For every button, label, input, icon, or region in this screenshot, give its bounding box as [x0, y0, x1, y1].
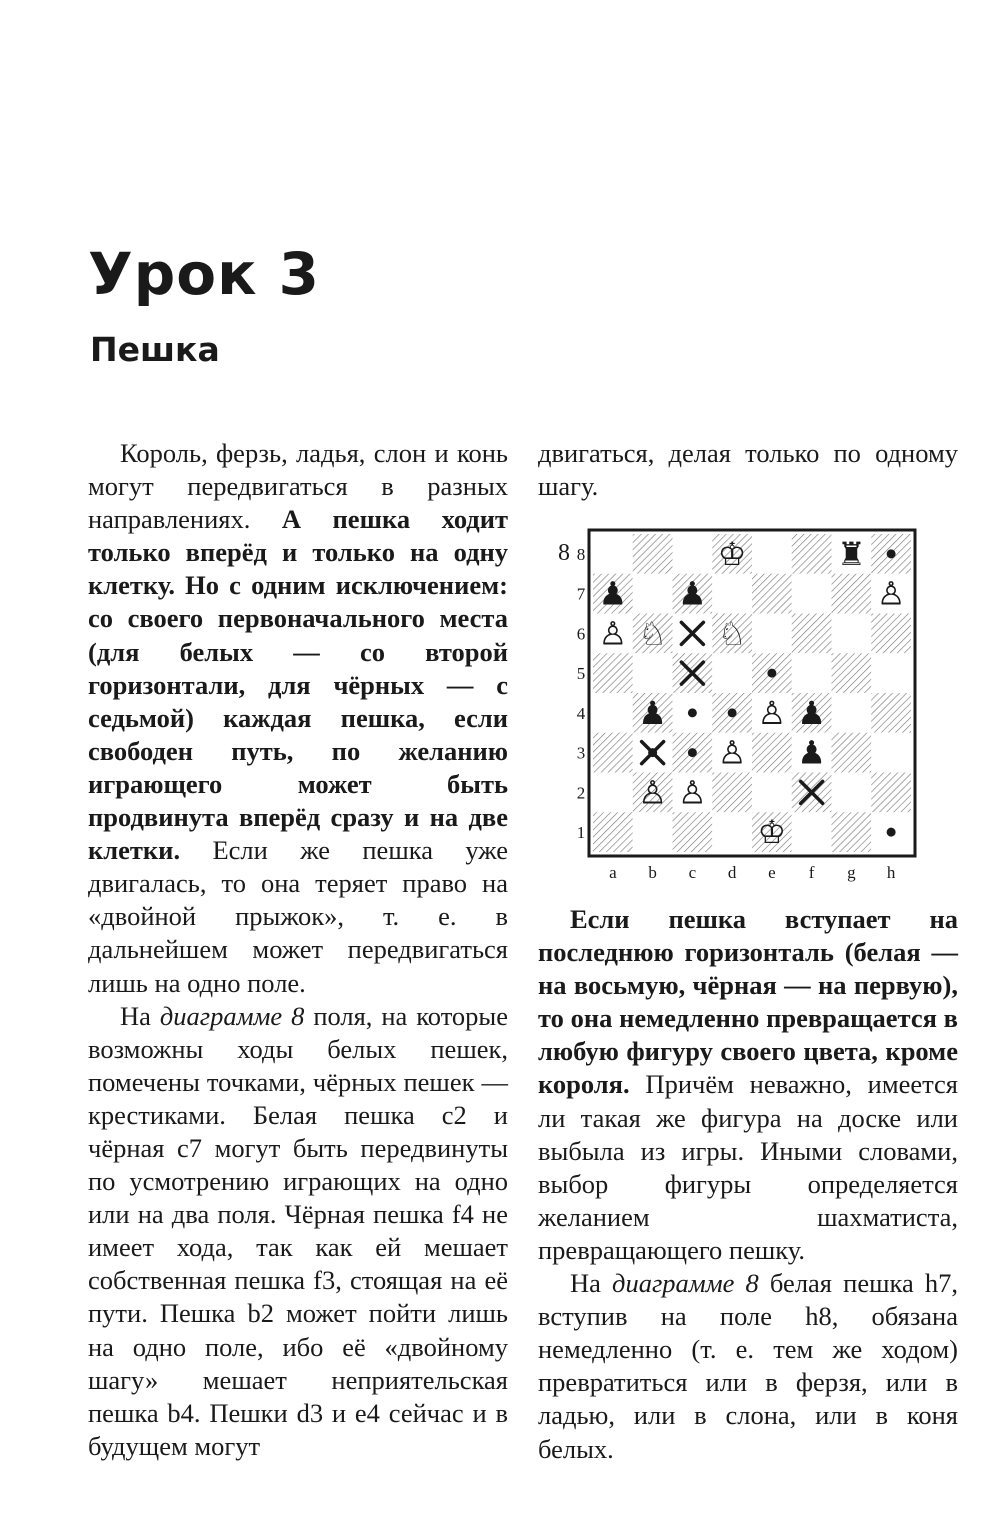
- paragraph-4: [538, 1267, 958, 1466]
- p4-italic: диаграмме 8: [612, 1268, 759, 1299]
- dot-marker: [728, 708, 737, 717]
- board-square: [792, 574, 832, 614]
- file-label: d: [727, 863, 737, 882]
- file-label: b: [648, 863, 657, 882]
- dot-marker: [648, 748, 657, 757]
- rank-label: 4: [576, 703, 586, 723]
- p2-start: На: [120, 1000, 160, 1031]
- board-square: [633, 574, 673, 614]
- board-square: [633, 653, 673, 693]
- board-square: [593, 653, 633, 693]
- paragraph-2: [88, 1000, 508, 1463]
- p4-end: белая пешка h7, вступив на поле h8, обязана немедленно (т. е. тем же ходом) превратиться или в ферзя, или в ладью, или в слона, или в коня белых.: [538, 1268, 958, 1464]
- board-square: [832, 733, 872, 773]
- board-square: [832, 693, 872, 733]
- board-square: [673, 534, 713, 574]
- board-square: [633, 812, 673, 852]
- board-square: [871, 614, 911, 654]
- chess-piece: ♙: [598, 614, 628, 653]
- chess-piece: ♙: [638, 773, 667, 812]
- rank-label: 5: [576, 664, 586, 684]
- board-square: [792, 534, 832, 574]
- chess-piece: ♟: [797, 693, 826, 732]
- board-square: [593, 733, 633, 773]
- chess-piece: ♟: [598, 574, 628, 613]
- board-square: [752, 773, 792, 813]
- board-square: [792, 653, 832, 693]
- dot-marker: [767, 669, 776, 678]
- file-label: c: [688, 863, 697, 882]
- chess-diagram: [548, 528, 928, 888]
- rank-label: 8: [576, 544, 586, 564]
- dot-marker: [688, 748, 697, 757]
- file-label: g: [847, 863, 856, 882]
- lesson-title: Урок 3: [88, 240, 320, 308]
- chess-piece: ♟: [638, 693, 667, 732]
- p2-end: поля, на которые возможны ходы белых пешек, помечены точками, чёрных пешек — крестиками. Белая пешка c2 и чёрная c7 могут быть передвинуты по усмотрению играющих на одно или на два поля. Чёрная пешка f4 не имеет хода, так как ей мешает собственная пешка f3, стоящая на её пути. Пешка b2 может пойти лишь на одно поле, ибо её «двойному шагу» мешает неприятельская пешка b4. Пешки d3 и e4 сейчас и в будущем могут: [88, 1000, 508, 1461]
- chess-piece: ♟: [797, 733, 826, 772]
- board-square: [871, 693, 911, 733]
- file-label: f: [808, 863, 815, 882]
- board-square: [673, 812, 713, 852]
- chess-piece: ♜: [837, 534, 866, 573]
- continuation-text: двигаться, делая только по одному шагу.: [538, 438, 958, 502]
- board-square: [712, 653, 752, 693]
- board-square: [593, 773, 633, 813]
- right-column-bottom: [538, 903, 958, 1466]
- chess-piece: ♙: [717, 733, 747, 772]
- p2-italic: диаграмме 8: [159, 1000, 305, 1031]
- chess-piece: ♙: [678, 773, 707, 812]
- rank-label: 1: [576, 823, 586, 843]
- rank-label: 6: [576, 624, 586, 644]
- lesson-topic: Пешка: [90, 330, 220, 369]
- left-column: [88, 437, 508, 1463]
- chess-piece: ♔: [717, 534, 747, 573]
- board-square: [752, 574, 792, 614]
- board-square: [593, 693, 633, 733]
- p1-end: Если же пешка уже двигалась, то она теряет право на «двойной прыжок», т. е. в дальнейшем может передвигаться лишь на одно поле.: [88, 835, 508, 998]
- chess-piece: ♘: [638, 614, 667, 653]
- board-square: [832, 812, 872, 852]
- file-label: a: [609, 863, 617, 882]
- board-square: [832, 773, 872, 813]
- p4-start: На: [570, 1268, 613, 1299]
- board-square: [593, 812, 633, 852]
- dot-marker: [887, 549, 896, 558]
- paragraph-3: [538, 903, 958, 1267]
- file-labels: [609, 863, 896, 882]
- board-square: [792, 812, 832, 852]
- file-label: h: [886, 863, 896, 882]
- rank-label: 3: [576, 743, 586, 763]
- board-square: [712, 773, 752, 813]
- right-column-top: [538, 437, 958, 503]
- board-square: [752, 534, 792, 574]
- board-square: [832, 574, 872, 614]
- board-square: [752, 733, 792, 773]
- dot-marker: [688, 708, 697, 717]
- board-square: [792, 614, 832, 654]
- file-label: e: [768, 863, 776, 882]
- rank-labels: [577, 545, 586, 842]
- board-square: [633, 534, 673, 574]
- chess-piece: ♙: [757, 693, 787, 732]
- p3-bold: Если пешка вступает на последнюю горизонталь (белая — на восьмую, чёрная — на первую), то она немедленно превращается в любую фигуру своего цвета, кроме короля.: [538, 904, 958, 1100]
- board-square: [871, 773, 911, 813]
- chess-piece: ♘: [717, 614, 747, 653]
- dot-marker: [887, 828, 896, 837]
- p1-start: Король, ферзь, ладья, слон и конь могут передвигаться в разных направлениях.: [88, 438, 508, 535]
- board-square: [712, 574, 752, 614]
- rank-label: 7: [576, 584, 586, 604]
- p3-end: Причём неважно, имеется ли такая же фигура на доске или выбыла из игры. Иными словами, выбор фигуры определяется желанием шахматиста, превращающего пешку.: [538, 1069, 958, 1265]
- board-square: [752, 614, 792, 654]
- board-square: [593, 534, 633, 574]
- chess-piece: ♙: [876, 574, 906, 613]
- board-square: [871, 733, 911, 773]
- board-square: [832, 614, 872, 654]
- chess-piece: ♔: [757, 813, 787, 852]
- board-square: [832, 653, 872, 693]
- board-square: [712, 812, 752, 852]
- board-square: [871, 653, 911, 693]
- p1-bold: А пешка ходит только вперёд и только на одну клетку. Но с одним исключением: со своего первоначального места (для белых — со второй горизонтали, для чёрных — с седьмой) каждая пешка, если свободен путь, по желанию играющего может быть продвинута вперёд сразу и на две клетки.: [88, 504, 508, 866]
- paragraph-1: [88, 437, 508, 1000]
- rank-label: 2: [576, 783, 586, 803]
- chess-piece: ♟: [678, 574, 707, 613]
- diagram-number: 8: [558, 540, 570, 566]
